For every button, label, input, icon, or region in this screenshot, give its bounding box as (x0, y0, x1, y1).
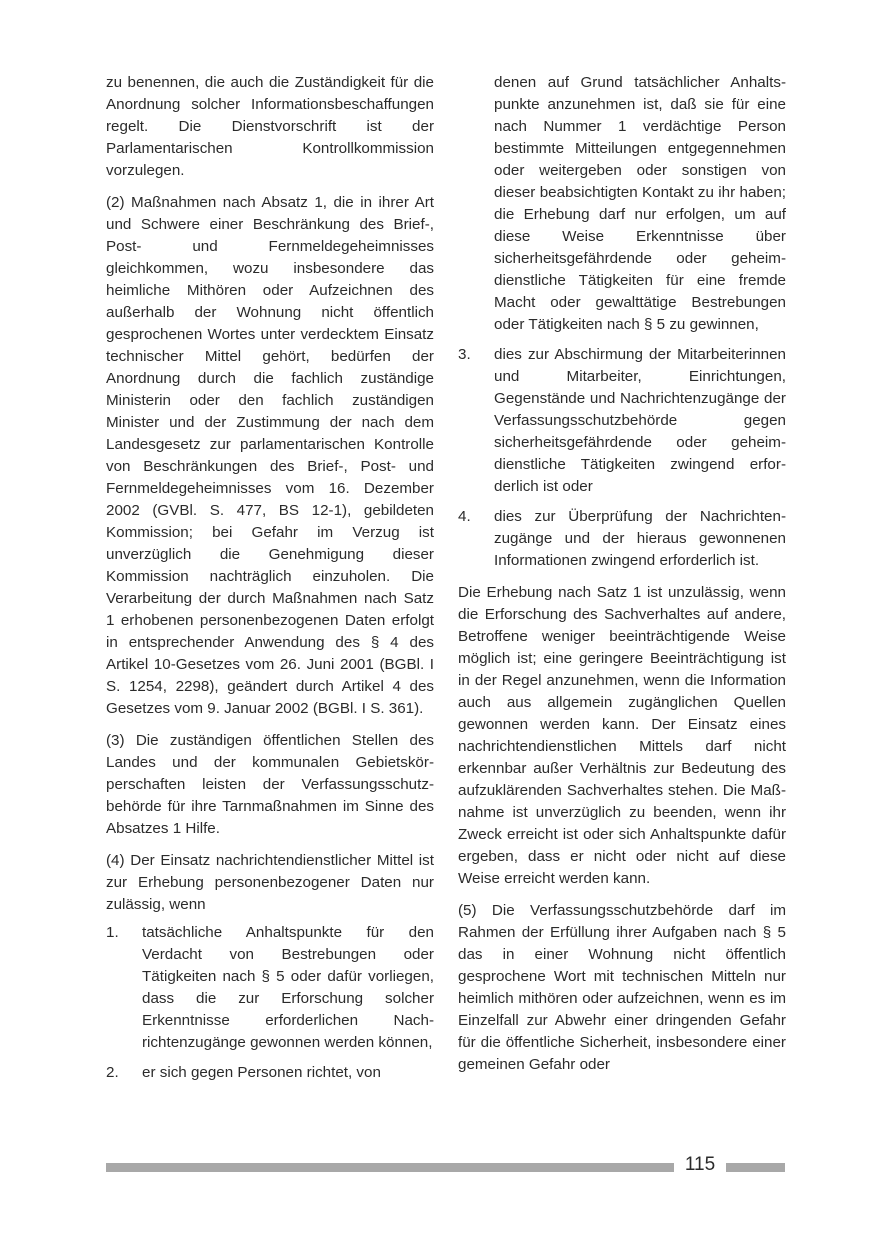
list-item (458, 344, 786, 498)
paragraph-3: (3) Die zuständigen öffentlichen Stellen des Landes und der kommunalen Gebietskörperschaften leisten der Verfassungsschutzbehörde für ihre Tarnmaßnahmen im Sinne des Absatzes 1 Hilfe. (106, 732, 434, 837)
list-item (458, 506, 786, 572)
intro-paragraph: zu benennen, die auch die Zuständigkeit für die Anordnung solcher Informationsbeschaffungen regelt. Die Dienstvorschrift ist der Parlamentarischen Kontrollkommission vorzulegen. (106, 74, 434, 179)
list-item-text: dies zur Überprüfung der Nachrichtenzugänge und der hieraus gewonnenen Informationen zwingend erforderlich ist. (494, 508, 786, 569)
list-item-continuation: denen auf Grund tatsächlicher Anhaltspunkte anzunehmen ist, daß sie für eine nach Nummer 1 verdächtige Person bestimmte Mitteilungen entgegennehmen oder weitergeben oder sonstigen von dieser beabsichtigten Kontakt zu ihr haben; die Erhebung darf nur erfolgen, um auf diese Weise Erkenntnisse über sicherheitsgefährdende oder geheimdienstliche Tätigkeiten für eine fremde Macht oder gewalttätige Bestrebungen oder Tätigkeiten nach § 5 zu gewinnen, (494, 74, 786, 333)
paragraph-erhebung: Die Erhebung nach Satz 1 ist unzulässig, wenn die Erforschung des Sachverhaltes auf andere, Betroffene weniger beeinträchtigende Weise möglich ist; eine geringere Beeinträchtigung ist in der Regel anzunehmen, wenn die Information auch aus allgemein zugänglichen Quellen gewonnen werden kann. Der Einsatz eines nachrichtendienstlichen Mittels darf nicht erkennbar außer Verhältnis zur Bedeutung des aufzuklärenden Sachverhaltes stehen. Die Maßnahme ist unverzüglich zu beenden, wenn ihr Zweck erreicht ist oder sich Anhaltspunkte dafür ergeben, dass er nicht oder nicht auf diese Weise erreicht werden kann. (458, 584, 786, 887)
page-number: 115 (684, 1154, 716, 1175)
footer-bar-left (106, 1163, 674, 1172)
list-item-text: tatsächliche Anhaltspunkte für den Verdacht von Bestrebungen oder Tätigkeiten nach § 5 oder dafür vorliegen, dass die zur Erforschung solcher Erkenntnisse erforderlichen Nachrichtenzugänge gewonnen werden können, (142, 924, 434, 1051)
footer-bar-right (726, 1163, 785, 1172)
list-item (106, 1062, 434, 1084)
left-column (106, 72, 434, 1092)
paragraph-5: (5) Die Verfassungsschutzbehörde darf im Rahmen der Erfüllung ihrer Aufgaben nach § 5 das in einer Wohnung nicht öffentlich gesprochene Wort mit technischen Mitteln nur heimlich mithören oder aufzeichnen, wenn es im Einzelfall zur Abwehr einer dringenden Gefahr für die öffentliche Sicherheit, insbesondere einer gemeinen Gefahr oder (458, 902, 786, 1073)
right-column (458, 72, 786, 1086)
list-item-number: 2. (106, 1064, 119, 1081)
list-item-number: 3. (458, 346, 471, 363)
list-item-number: 4. (458, 508, 471, 525)
paragraph-2: (2) Maßnahmen nach Absatz 1, die in ihrer Art und Schwere einer Beschränkung des Brief-, Post- und Fernmeldegeheimnisses gleichkommen, wozu insbesondere das heimliche Mithören oder Aufzeichnen des außerhalb der Wohnung nicht öffentlich gesprochenen Wortes unter verdecktem Einsatz technischer Mittel gehört, bedürfen der Anordnung durch die fachlich zuständige Ministerin oder den fachlich zuständigen Minister und der Zustimmung der nach dem Landesgesetz zur parlamentarischen Kontrolle von Beschränkungen des Brief-, Post- und Fernmeldegeheimnisses vom 16. Dezember 2002 (GVBl. S. 477, BS 12-1), gebildeten Kommission; bei Gefahr im Verzug ist unverzüglich die Genehmigung dieser Kommission nachträglich einzuholen. Die Verarbeitung der durch Maßnahmen nach Satz 1 erhobenen personenbezogenen Daten erfolgt in entsprechender Anwendung des § 4 des Artikel 10-Gesetzes vom 26. Juni 2001 (BGBl. I S. 1254, 2298), geändert durch Artikel 4 des Gesetzes vom 9. Januar 2002 (BGBl. I S. 361). (106, 194, 434, 717)
list-item-text: dies zur Abschirmung der Mitarbeiterinnen und Mitarbeiter, Einrichtungen, Gegenstände und Nachrichtenzugänge der Verfassungsschutzbehörde gegen sicherheitsgefährdende oder geheimdienstliche Tätigkeiten zwingend erforderlich ist oder (494, 346, 786, 495)
list-item-number: 1. (106, 924, 119, 941)
list-item (106, 922, 434, 1054)
paragraph-4: (4) Der Einsatz nachrichtendienstlicher Mittel ist zur Erhebung personenbezogener Daten nur zulässig, wenn (106, 852, 434, 913)
list-item-text: er sich gegen Personen richtet, von (142, 1064, 381, 1081)
